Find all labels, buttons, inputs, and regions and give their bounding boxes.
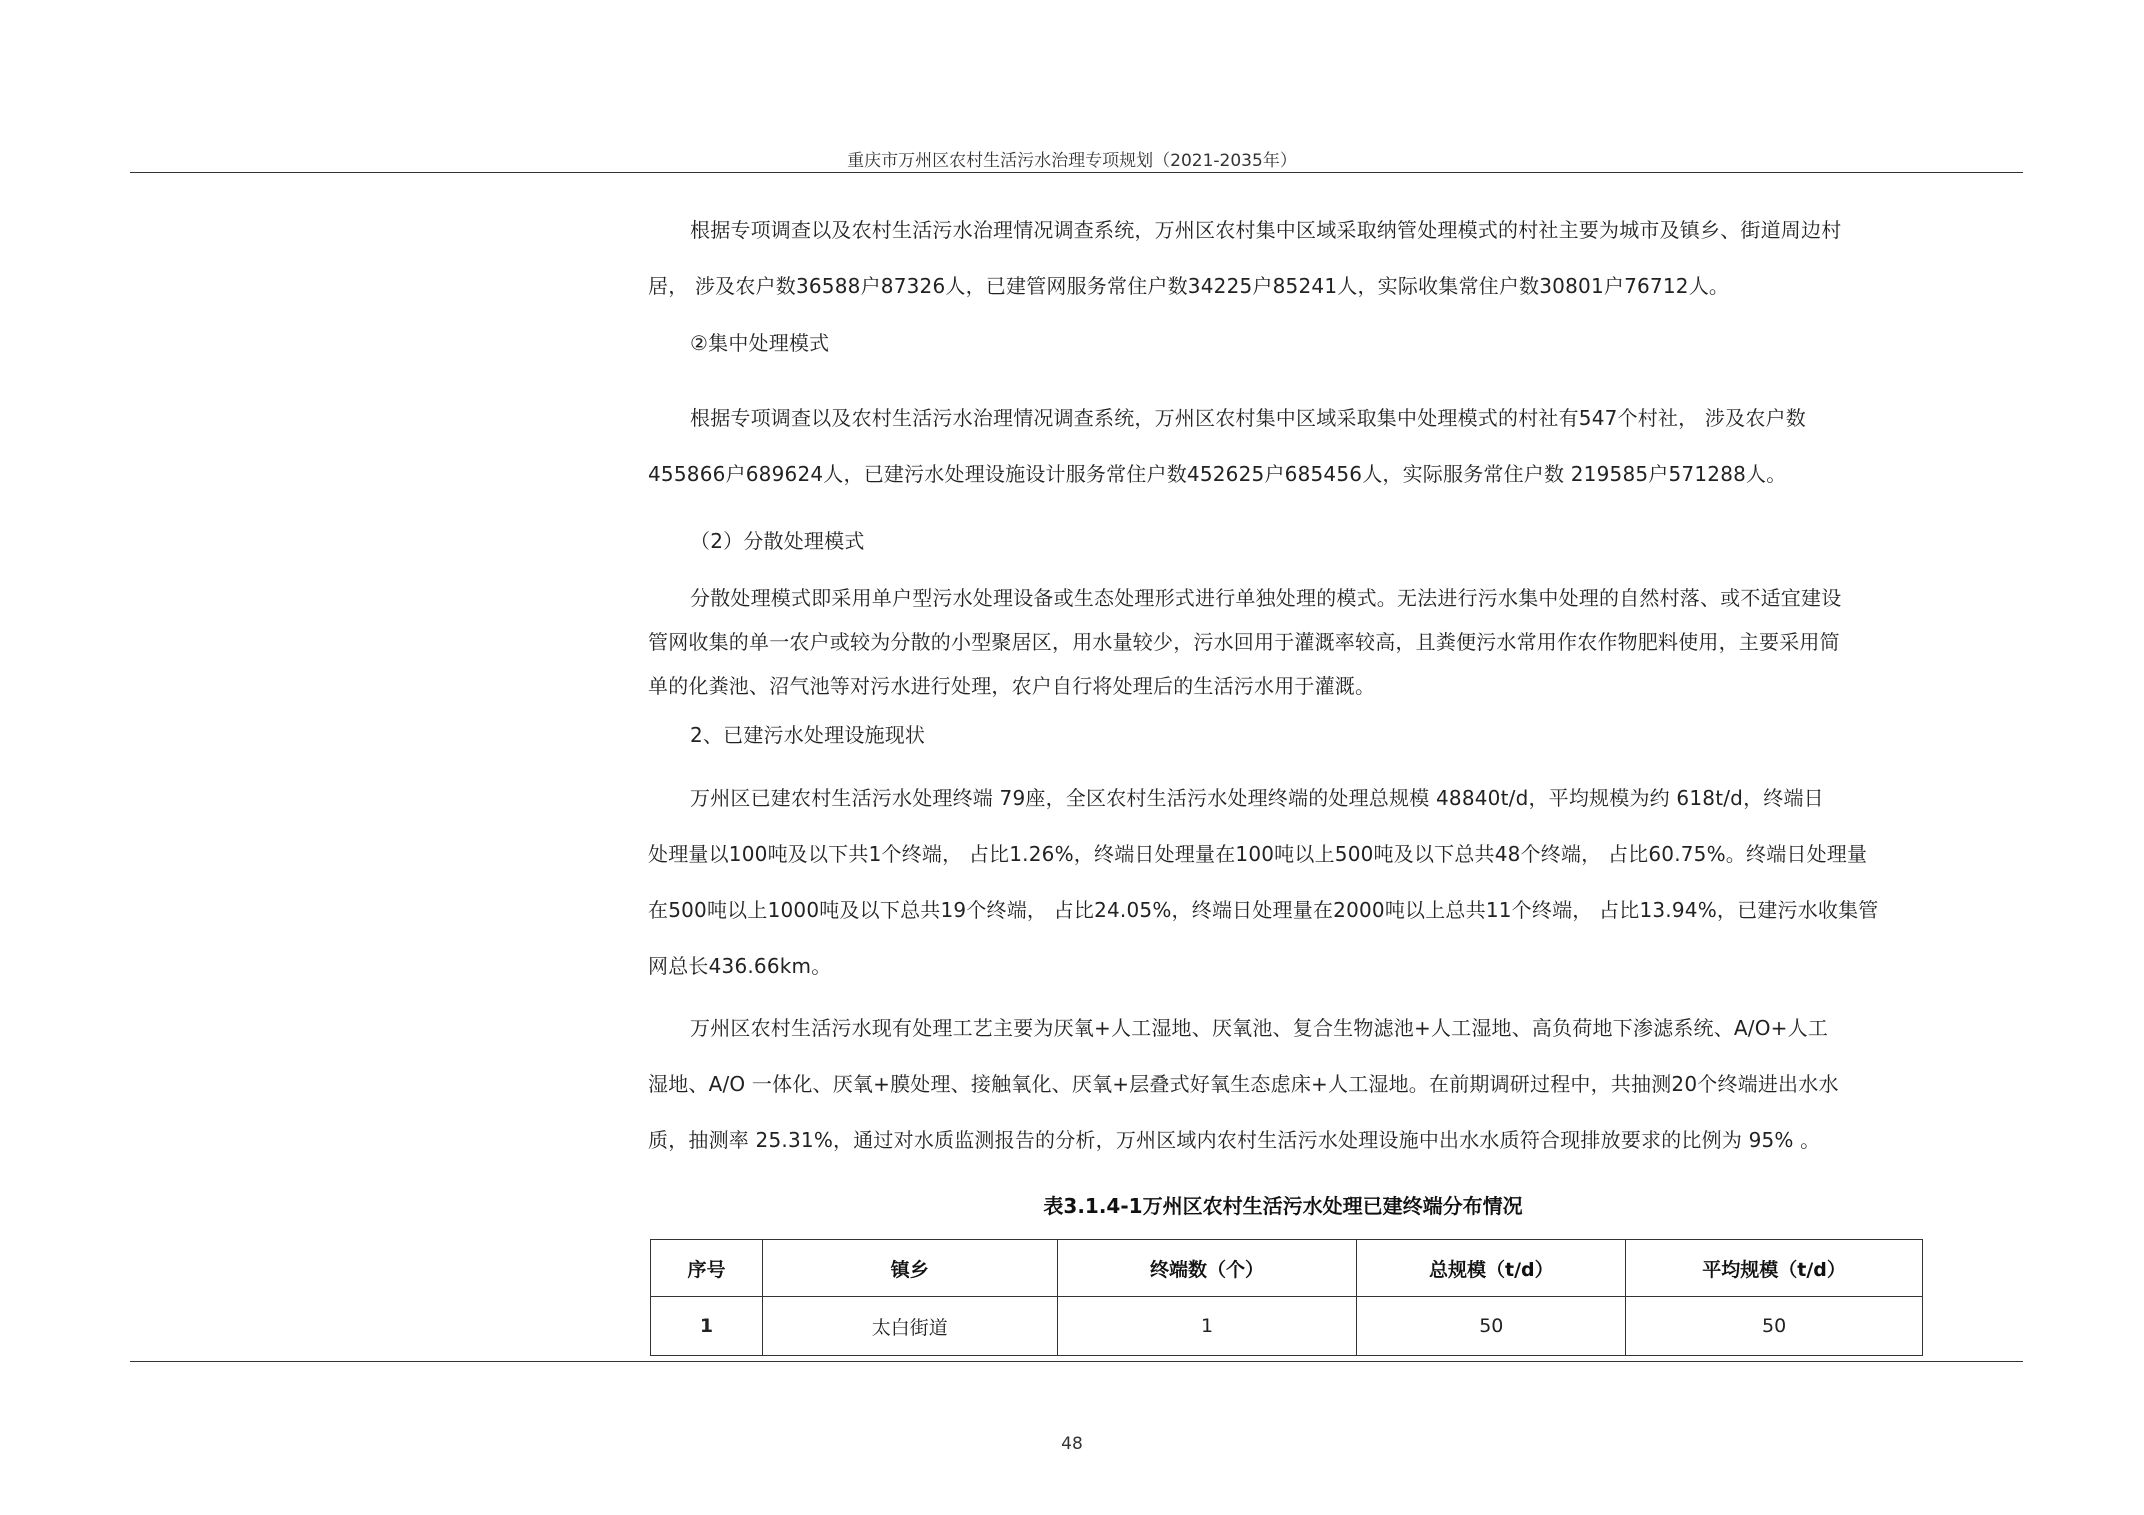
header-divider [130, 172, 2023, 173]
page-header-title: 重庆市万州区农村生活污水治理专项规划（2021-2035年） [847, 151, 1297, 171]
page-number: 48 [1061, 1434, 1083, 1454]
table-header-row [651, 1240, 1923, 1297]
paragraph-treatment-process [648, 1000, 1960, 1168]
text-line: 455866户689624人，已建污水处理设施设计服务常住户数452625户685456人，实际服务常住户数 219585户571288人。 [648, 462, 1787, 486]
table-row [651, 1297, 1923, 1356]
header-township: 镇乡 [762, 1240, 1057, 1297]
cell-township: 太白街道 [762, 1297, 1057, 1356]
text-line: 单的化粪池、沼气池等对污水进行处理，农户自行将处理后的生活污水用于灌溉。 [648, 674, 1376, 698]
header-total-scale: 总规模（t/d） [1357, 1240, 1626, 1297]
text-line: 质，抽测率 25.31%，通过对水质监测报告的分析，万州区域内农村生活污水处理设施中出水水质符合现排放要求的比例为 95% 。 [648, 1128, 1821, 1152]
paragraph-facility-statistics [648, 770, 1960, 994]
cell-total-scale: 50 [1357, 1297, 1626, 1356]
paragraph-piped-mode [648, 202, 1960, 314]
text-line: 根据专项调查以及农村生活污水治理情况调查系统，万州区农村集中区域采取集中处理模式的村社有547个村社， 涉及农户数 [690, 406, 1806, 430]
cell-average-scale: 50 [1626, 1297, 1923, 1356]
heading-dispersed-mode: （2）分散处理模式 [690, 529, 865, 553]
heading-centralized-mode: ②集中处理模式 [690, 331, 830, 355]
text-line: 居， 涉及农户数36588户87326人，已建管网服务常住户数34225户85241人，实际收集常住户数30801户76712人。 [648, 274, 1730, 298]
text-line: 根据专项调查以及农村生活污水治理情况调查系统，万州区农村集中区域采取纳管处理模式的村社主要为城市及镇乡、街道周边村 [690, 218, 1842, 242]
text-line: 处理量以100吨及以下共1个终端， 占比1.26%，终端日处理量在100吨以上500吨及以下总共48个终端， 占比60.75%。终端日处理量 [648, 842, 1868, 866]
paragraph-dispersed-mode [648, 576, 1960, 708]
header-average-scale: 平均规模（t/d） [1626, 1240, 1923, 1297]
table-caption: 表3.1.4-1万州区农村生活污水处理已建终端分布情况 [1043, 1194, 1523, 1218]
paragraph-centralized-mode [648, 390, 1960, 502]
text-line: 管网收集的单一农户或较为分散的小型聚居区，用水量较少，污水回用于灌溉率较高，且粪便污水常用作农作物肥料使用，主要采用简 [648, 630, 1840, 654]
heading-facility-status: 2、已建污水处理设施现状 [690, 723, 926, 747]
terminal-distribution-table [650, 1239, 1923, 1356]
text-line: 分散处理模式即采用单户型污水处理设备或生态处理形式进行单独处理的模式。无法进行污水集中处理的自然村落、或不适宜建设 [690, 586, 1842, 610]
cell-seq: 1 [651, 1297, 763, 1356]
text-line: 在500吨以上1000吨及以下总共19个终端， 占比24.05%，终端日处理量在2000吨以上总共11个终端， 占比13.94%，已建污水收集管 [648, 898, 1879, 922]
header-seq: 序号 [651, 1240, 763, 1297]
footer-divider [130, 1361, 2023, 1362]
header-terminal-count: 终端数（个） [1057, 1240, 1357, 1297]
text-line: 湿地、A/O 一体化、厌氧+膜处理、接触氧化、厌氧+层叠式好氧生态虑床+人工湿地。在前期调研过程中，共抽测20个终端进出水水 [648, 1072, 1839, 1096]
text-line: 万州区已建农村生活污水处理终端 79座，全区农村生活污水处理终端的处理总规模 48840t/d，平均规模为约 618t/d，终端日 [690, 786, 1824, 810]
text-line: 万州区农村生活污水现有处理工艺主要为厌氧+人工湿地、厌氧池、复合生物滤池+人工湿地、高负荷地下渗滤系统、A/O+人工 [690, 1016, 1829, 1040]
text-line: 网总长436.66km。 [648, 954, 832, 978]
cell-terminal-count: 1 [1057, 1297, 1357, 1356]
